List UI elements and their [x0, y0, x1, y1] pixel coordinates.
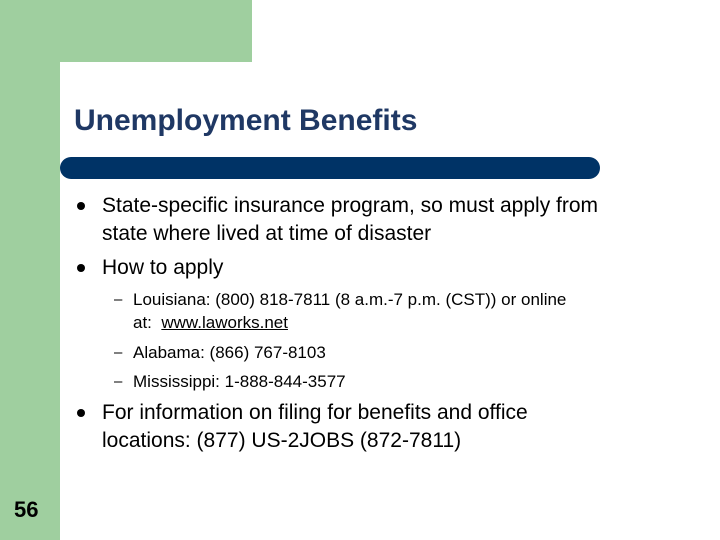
laworks-link[interactable]: www.laworks.net	[161, 313, 288, 332]
bullet-3-line-2: locations: (877) US-2JOBS (872-7811)	[102, 429, 462, 452]
dash-icon: –	[114, 344, 123, 361]
bullet-dot-icon	[77, 409, 85, 417]
green-corner-block	[0, 0, 252, 62]
sub-bullet-1-line-2	[133, 311, 288, 334]
sub-bullet-1-line-1: Louisiana: (800) 818-7811 (8 a.m.-7 p.m. (CST)) or online	[133, 290, 567, 309]
dash-icon: –	[114, 373, 123, 390]
slide-title: Unemployment Benefits	[74, 104, 418, 137]
bullet-1-line-1: State-specific insurance program, so must apply from	[102, 194, 599, 217]
sub-bullet-3-line-1: Mississippi: 1-888-844-3577	[133, 372, 346, 391]
bullet-1-line-2: state where lived at time of disaster	[102, 222, 432, 245]
bullet-3-line-1: For information on filing for benefits and office	[102, 401, 528, 424]
dash-icon: –	[114, 291, 123, 308]
green-side-strip	[0, 0, 60, 540]
sub-bullet-2-line-1: Alabama: (866) 767-8103	[133, 343, 326, 362]
bullet-2-line-1: How to apply	[102, 256, 224, 279]
page-number: 56	[14, 497, 39, 522]
bullet-dot-icon	[77, 202, 85, 210]
title-underline-bar	[60, 157, 600, 179]
sub-bullet-1-prefix: at:	[133, 313, 162, 332]
bullet-dot-icon	[77, 264, 85, 272]
